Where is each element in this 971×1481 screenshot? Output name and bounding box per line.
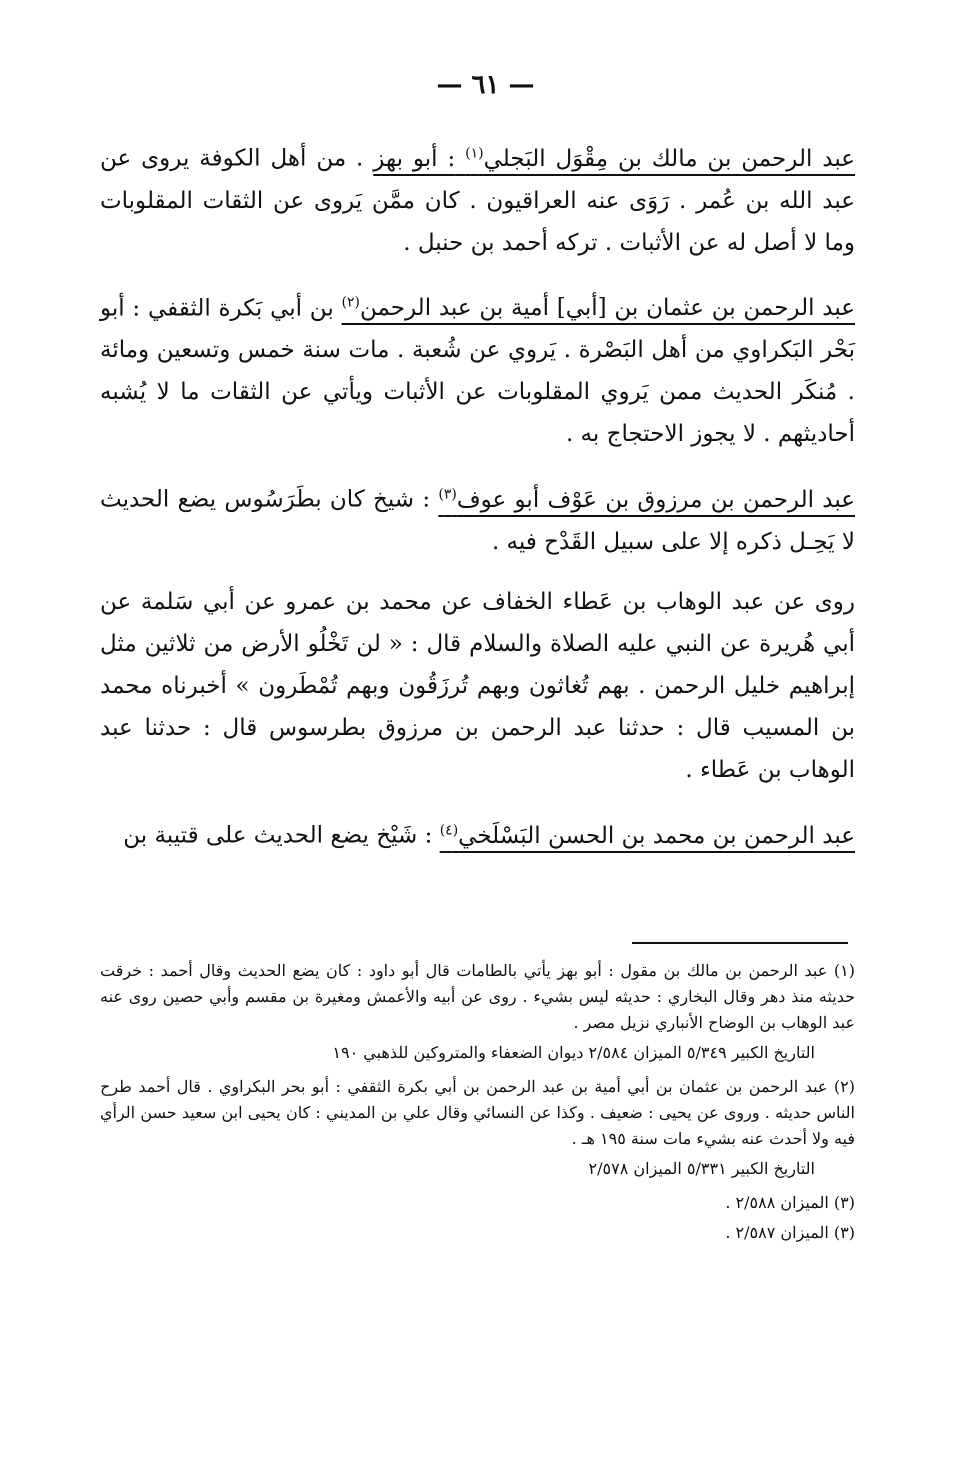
- entry-heading: [438, 487, 855, 513]
- footnote-separator: [632, 942, 848, 944]
- entry-abd-al-rahman-ibn-malik: [100, 132, 855, 264]
- footnote-1: (١) عبد الرحمن بن مالك بن مقول : أبو بهز يأتي بالطامات قال أبو داود : كان يضع الحديث وقال أحمد : خرقت حديثه منذ دهر وقال البخاري : حديثه ليس بشيء . روى عن أبيه والأعمش ومغيرة بن مقسم وأبي حصين روى عنه عبد الوهاب بن الوضاح الأنباري نزيل مصر .: [100, 961, 856, 1032]
- entry-name: عبد الرحمن بن مالك بن مِقْوَل البَجلي: [483, 145, 856, 172]
- page-number: — ٦١ —: [436, 70, 535, 100]
- footnote-ref: (٢): [341, 294, 360, 311]
- entry-name: عبد الرحمن بن عثمان بن [أبي] أمية بن عبد الرحمن: [359, 295, 855, 322]
- main-text: [100, 132, 855, 875]
- entry-abd-al-rahman-ibn-marzuq: [100, 473, 855, 563]
- hadith-narration: [100, 581, 855, 791]
- footnote-ref: (٤): [439, 821, 459, 838]
- entry-abd-al-rahman-ibn-uthman: [100, 282, 855, 456]
- footnote-4: (٣) الميزان ٢/٥٨٧ .: [725, 1223, 855, 1242]
- entry-heading: [440, 823, 855, 849]
- entry-name: عبد الرحمن بن محمد بن الحسن البَسْلَخي: [458, 822, 855, 849]
- footnote-ref: (٣): [438, 486, 457, 503]
- entry-abd-al-rahman-al-baslakhi: [100, 809, 855, 857]
- entry-text: روى عن عبد الوهاب بن عَطاء الخفاف عن محمد بن عمرو عن أبي سَلمة عن أبي هُريرة عن النبي عليه الصلاة والسلام قال : « لن تَخْلُو الأرض من ثلاثين مثل إبراهيم خليل الرحمن . بهم تُغاثون وبهم تُرزَقُون وبهم تُمْطَرون » أخبرناه محمد بن المسيب قال : حدثنا عبد الرحمن بن مرزوق بطرسوس قال : حدثنا عبد الوهاب بن عَطاء .: [100, 588, 855, 783]
- entry-text: . من أهل الكوفة يروى عن عبد الله بن عُمر . رَوَى عنه العراقيون . كان ممَّن يَروى عن الثقات المقلوبات وما لا أصل له عن الأثبات . تركه أحمد بن حنبل .: [100, 145, 855, 256]
- footnotes: [100, 958, 855, 1250]
- entry-heading: [373, 146, 855, 172]
- entry-kunya: : أبو بهز: [373, 145, 456, 172]
- footnote-ref: (١): [465, 145, 484, 161]
- footnote-3: (٣) الميزان ٢/٥٨٨ .: [725, 1193, 855, 1212]
- footnote-2: (٢) عبد الرحمن بن عثمان بن أبي أمية بن عبد الرحمن بن أبي بكرة الثقفي : أبو بحر البكراوي . قال أحمد طرح الناس حديثه . وروى عن يحيى : ضعيف . وكذا عن النسائي وقال علي بن المديني : كان يحيى ابن سعيد حسن الرأي فيه ولا أحدث عنه بشيء مات سنة ١٩٥ هـ .: [100, 1077, 855, 1148]
- footnote-2-sources: التاريخ الكبير ٥/٣٣١ الميزان ٢/٥٧٨: [588, 1159, 815, 1178]
- entry-text: بن أبي بَكرة الثقفي : أبو بَحْر البَكراوي من أهل البَصْرة . يَروي عن شُعبة . مات سنة خمس وتسعين ومائة . مُنكَر الحديث ممن يَروي المقلوبات عن الأثبات ويأتي عن الثقات ما لا يُشبه أحاديثهم . لا يجوز الاحتجاج به .: [100, 295, 855, 448]
- entry-name: عبد الرحمن بن مرزوق بن عَوْف أبو عوف: [456, 486, 856, 513]
- entry-text: : شيخ كان بطَرَسُوس يضع الحديث لا يَحِـل ذكره إلا على سبيل القَدْح فيه .: [100, 486, 855, 555]
- entry-text: : شَيْخ يضع الحديث على قتيبة بن: [123, 822, 433, 849]
- footnote-1-sources: التاريخ الكبير ٥/٣٤٩ الميزان ٢/٥٨٤ ديوان الضعفاء والمتروكين للذهبي ١٩٠: [332, 1043, 815, 1062]
- entry-heading: [342, 295, 856, 321]
